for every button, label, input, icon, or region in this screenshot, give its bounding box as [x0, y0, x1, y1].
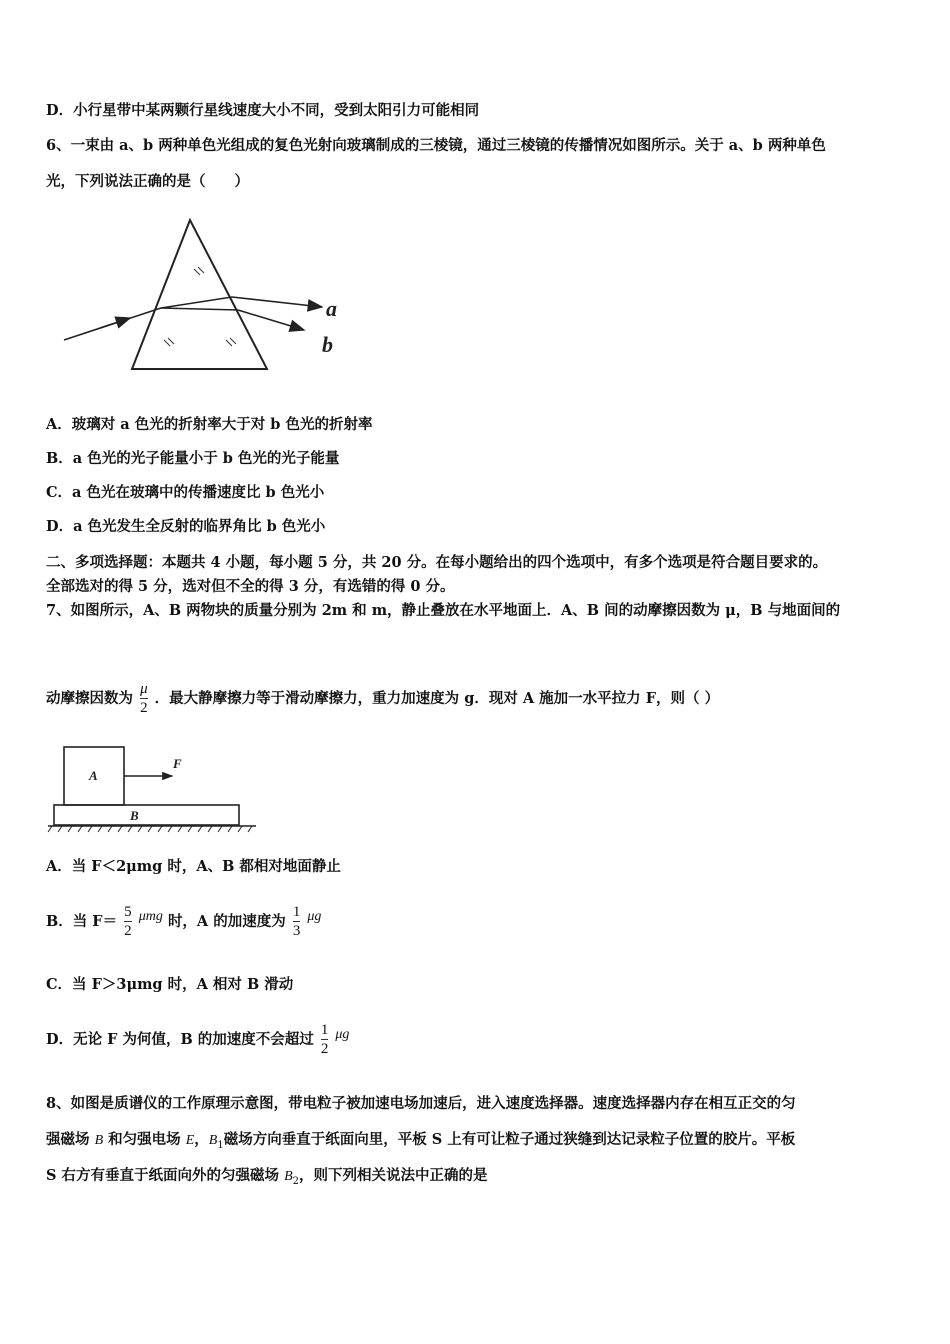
q7-option-d-expr: μg	[335, 1027, 350, 1042]
ray-b-exit	[238, 310, 304, 330]
label-B: B	[130, 808, 139, 823]
q7-option-d-pre: D．无论 F 为何值，B 的加速度不会超过	[46, 1031, 314, 1048]
q6-option-a: A．玻璃对 a 色光的折射率大于对 b 色光的折射率	[46, 416, 373, 433]
q6-stem-line1: 6、一束由 a、b 两种单色光组成的复色光射向玻璃制成的三棱镜，通过三棱镜的传播情况如图所示。关于 a、b 两种单色	[46, 137, 826, 154]
q5-option-d: D．小行星带中某两颗行星线速度大小不同，受到太阳引力可能相同	[46, 102, 480, 119]
ray-a-exit	[232, 297, 322, 307]
label-a: a	[326, 296, 337, 321]
q6-option-c: C．a 色光在玻璃中的传播速度比 b 色光小	[46, 484, 325, 501]
q7-option-b-expr1: μmg	[138, 909, 163, 924]
q8-line1: 8、如图是质谱仪的工作原理示意图，带电粒子被加速电场加速后，进入速度选择器。速度选择器内存在相互正交的匀	[46, 1095, 796, 1112]
q8-line3: S 右方有垂直于纸面向外的匀强磁场 $B_2$，则下列相关说法中正确的是	[46, 1167, 488, 1187]
q6-stem-line2: 光，下列说法正确的是（ ）	[46, 173, 249, 190]
q6-option-d: D．a 色光发生全反射的临界角比 b 色光小	[46, 518, 326, 535]
q7-stem-line1: 7、如图所示，A、B 两物块的质量分别为 2m 和 m，静止叠放在水平地面上．A、B 间的动摩擦因数为 μ，B 与地面间的	[46, 602, 841, 619]
q7-option-b	[46, 891, 321, 948]
one-half-fraction: $\frac{1}{2}$	[320, 1022, 329, 1057]
five-halves-fraction: $\frac{5}{2}$	[124, 904, 132, 939]
label-b: b	[322, 332, 333, 357]
prism-figure	[60, 212, 360, 377]
ray-b-inside	[161, 308, 238, 310]
one-third-fraction: $\frac{1}{3}$	[292, 904, 301, 939]
blocks-figure	[44, 738, 264, 834]
mu-over-2-fraction: $\frac{\mu}{2}$	[140, 681, 148, 716]
ground-hatch	[48, 826, 252, 832]
section2-heading-line1: 二、多项选择题：本题共 4 小题，每小题 5 分，共 20 分。在每小题给出的四个选项中，有多个选项是符合题目要求的。	[46, 554, 828, 571]
q7-option-a: A．当 F＜2μmg 时，A、B 都相对地面静止	[46, 858, 341, 875]
q7-stem-line2	[46, 669, 719, 729]
q7-option-b-pre: B．当 F＝	[46, 913, 118, 930]
q7-stem-line2-pre: 动摩擦因数为	[46, 690, 133, 707]
q7-option-d	[46, 1009, 349, 1066]
section2-heading-line2: 全部选对的得 5 分，选对但不全的得 3 分，有选错的得 0 分。	[46, 578, 455, 595]
prism-triangle	[132, 220, 267, 369]
q7-option-b-mid: 时，A 的加速度为	[167, 913, 286, 930]
label-A: A	[89, 768, 98, 783]
q8-line2: 强磁场 B 和匀强电场 E，$B_1$磁场方向垂直于纸面向里，平板 S 上有可让粒子通过狭缝到达记录粒子位置的胶片。平板	[46, 1131, 796, 1151]
q7-option-c: C．当 F＞3μmg 时，A 相对 B 滑动	[46, 976, 294, 993]
q7-option-b-expr2: μg	[307, 909, 322, 924]
ray-a-inside	[161, 297, 232, 308]
block-B	[54, 805, 239, 825]
q7-stem-line2-post: ．最大静摩擦力等于滑动摩擦力，重力加速度为 g．现对 A 施加一水平拉力 F，则（ ）	[154, 690, 720, 707]
label-F: F	[173, 756, 182, 771]
q6-option-b: B．a 色光的光子能量小于 b 色光的光子能量	[46, 450, 340, 467]
